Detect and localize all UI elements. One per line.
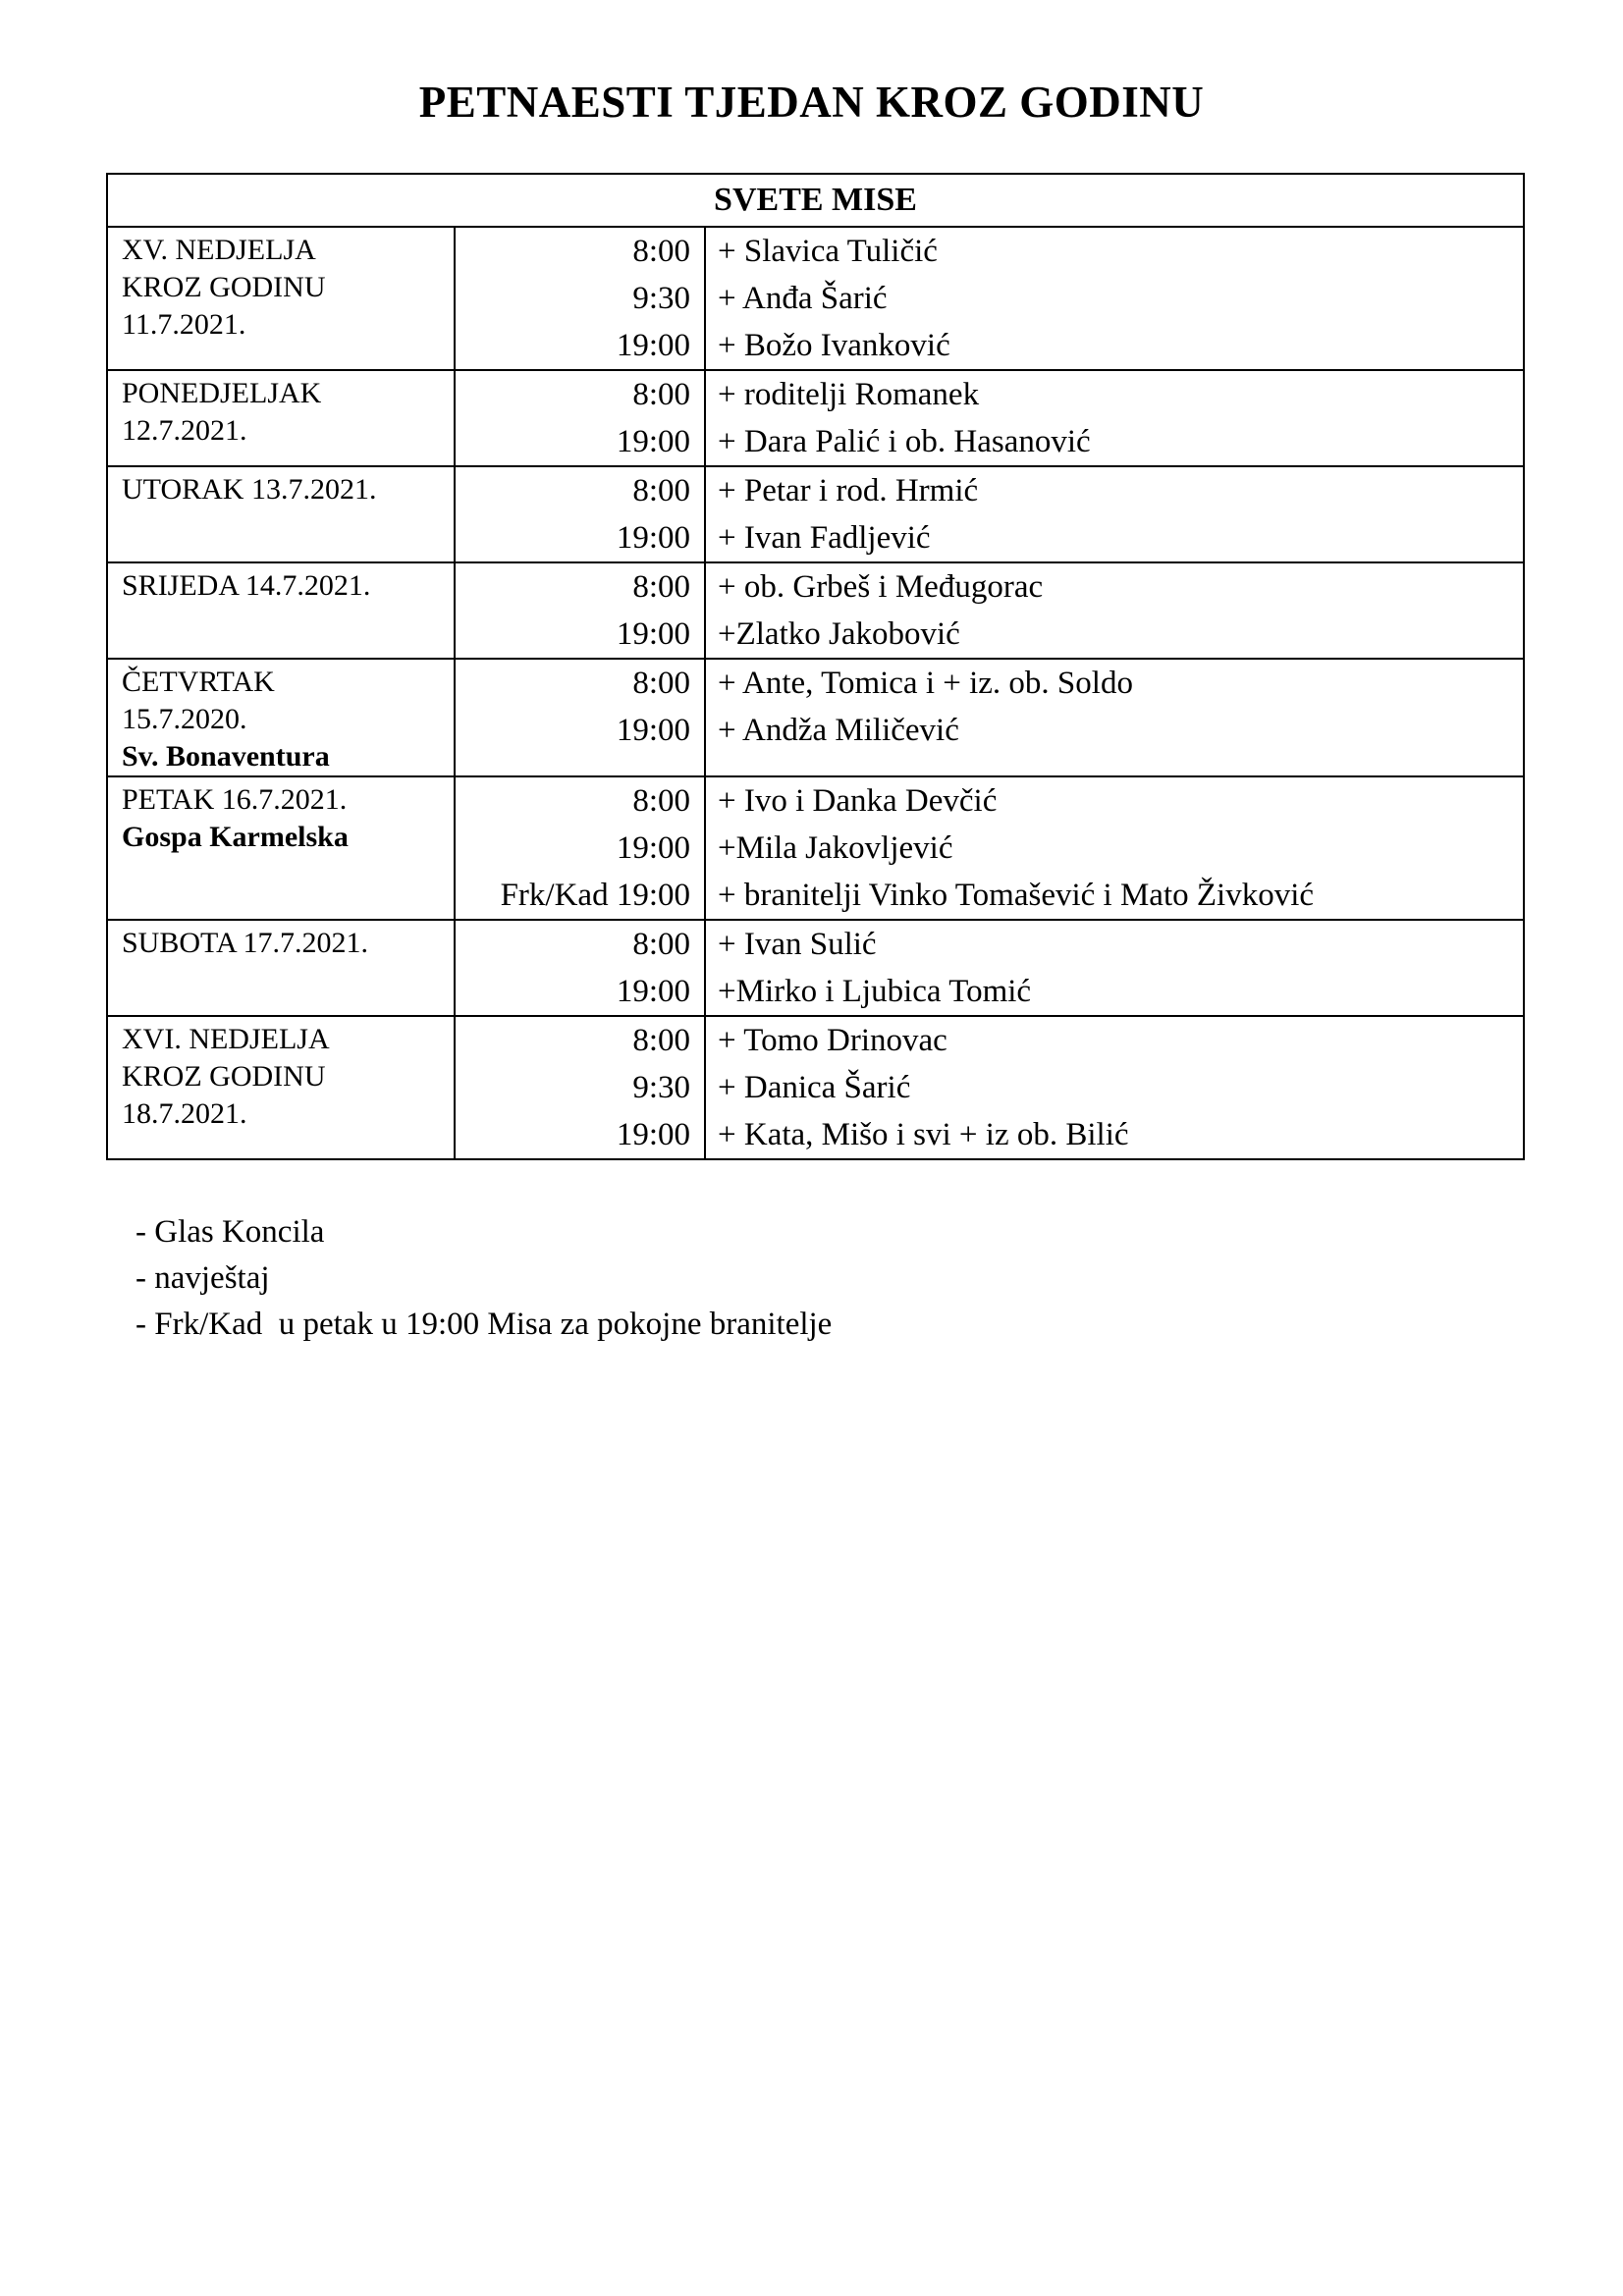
mass-time: 8:00 [632, 377, 690, 412]
table-row [107, 466, 1524, 562]
mass-intention: + Ivan Sulić [718, 927, 877, 962]
notes-list [135, 1209, 832, 1348]
time-cell [455, 562, 705, 659]
intention-cell [705, 227, 1524, 370]
day-label: 18.7.2021. [122, 1097, 247, 1130]
table-row [107, 227, 1524, 370]
time-cell [455, 776, 705, 920]
table-row [107, 920, 1524, 1016]
mass-time: 19:00 [616, 830, 690, 866]
time-cell [455, 659, 705, 776]
mass-intention: + Slavica Tuličić [718, 234, 938, 269]
mass-time: 8:00 [632, 1023, 690, 1058]
mass-intention: + Kata, Mišo i svi + iz ob. Bilić [718, 1117, 1129, 1152]
day-label: 12.7.2021. [122, 414, 247, 447]
schedule-body [107, 227, 1524, 1159]
mass-time: 19:00 [616, 974, 690, 1009]
mass-time: 9:30 [632, 281, 690, 316]
day-label: XV. NEDJELJA [122, 234, 316, 266]
mass-time: 8:00 [632, 666, 690, 701]
mass-time: 19:00 [616, 616, 690, 652]
day-cell [107, 562, 455, 659]
day-cell [107, 466, 455, 562]
intention-cell [705, 920, 1524, 1016]
mass-intention: + Petar i rod. Hrmić [718, 473, 979, 508]
mass-time: 19:00 [616, 520, 690, 556]
note-item: - navještaj [135, 1260, 270, 1296]
day-label: ČETVRTAK [122, 666, 275, 698]
mass-time: 19:00 [616, 1117, 690, 1152]
intention-cell [705, 466, 1524, 562]
time-cell [455, 370, 705, 466]
day-label: 15.7.2020. [122, 703, 247, 735]
mass-time: 8:00 [632, 569, 690, 605]
mass-intention: +Mirko i Ljubica Tomić [718, 974, 1032, 1009]
mass-intention: + Ivo i Danka Devčić [718, 783, 998, 819]
day-label: 11.7.2021. [122, 308, 246, 341]
table-row [107, 659, 1524, 776]
intention-cell [705, 659, 1524, 776]
day-label: KROZ GODINU [122, 271, 326, 303]
mass-schedule-table [106, 173, 1525, 1160]
day-label: UTORAK 13.7.2021. [122, 473, 377, 506]
mass-intention: + Ivan Fadljević [718, 520, 931, 556]
day-label: KROZ GODINU [122, 1060, 326, 1093]
mass-intention: + Ante, Tomica i + iz. ob. Soldo [718, 666, 1133, 701]
intention-cell [705, 1016, 1524, 1159]
table-row [107, 776, 1524, 920]
feast-label: Sv. Bonaventura [122, 740, 330, 773]
day-cell [107, 370, 455, 466]
day-label: SUBOTA 17.7.2021. [122, 927, 368, 959]
mass-intention: + Božo Ivanković [718, 328, 950, 363]
mass-time: 8:00 [632, 234, 690, 269]
time-cell [455, 920, 705, 1016]
mass-intention: + Tomo Drinovac [718, 1023, 947, 1058]
intention-cell [705, 370, 1524, 466]
day-label: PETAK 16.7.2021. [122, 783, 348, 816]
mass-time: 19:00 [616, 713, 690, 748]
time-cell [455, 466, 705, 562]
note-item: - Frk/Kad u petak u 19:00 Misa za pokojne branitelje [135, 1307, 833, 1342]
mass-intention: + ob. Grbeš i Međugorac [718, 569, 1044, 605]
mass-time: 9:30 [632, 1070, 690, 1105]
note-item: - Glas Koncila [135, 1214, 325, 1250]
mass-time: 19:00 [616, 424, 690, 459]
mass-time: 19:00 [616, 328, 690, 363]
mass-intention: +Mila Jakovljević [718, 830, 953, 866]
mass-time: 8:00 [632, 783, 690, 819]
intention-cell [705, 776, 1524, 920]
table-row [107, 562, 1524, 659]
day-label: PONEDJELJAK [122, 377, 322, 409]
mass-time: 8:00 [632, 927, 690, 962]
mass-time: 8:00 [632, 473, 690, 508]
page-title: PETNAESTI TJEDAN KROZ GODINU [418, 78, 1205, 127]
table-header-row [107, 174, 1524, 227]
mass-intention: + Danica Šarić [718, 1070, 911, 1105]
table-header: SVETE MISE [107, 174, 1524, 227]
mass-intention: + branitelji Vinko Tomašević i Mato Živković [718, 878, 1315, 913]
time-cell [455, 1016, 705, 1159]
day-cell [107, 920, 455, 1016]
intention-cell [705, 562, 1524, 659]
mass-intention: + Andža Miličević [718, 713, 959, 748]
time-cell [455, 227, 705, 370]
mass-intention: + Dara Palić i ob. Hasanović [718, 424, 1091, 459]
mass-intention: + Anđa Šarić [718, 281, 888, 316]
day-label: XVI. NEDJELJA [122, 1023, 330, 1055]
table-row [107, 370, 1524, 466]
day-label: SRIJEDA 14.7.2021. [122, 569, 371, 602]
mass-intention: + roditelji Romanek [718, 377, 980, 412]
table-row [107, 1016, 1524, 1159]
day-cell [107, 1016, 455, 1159]
day-cell [107, 227, 455, 370]
day-cell [107, 776, 455, 920]
day-cell [107, 659, 455, 776]
feast-label: Gospa Karmelska [122, 821, 349, 853]
mass-time: Frk/Kad 19:00 [500, 878, 690, 913]
mass-intention: +Zlatko Jakobović [718, 616, 960, 652]
